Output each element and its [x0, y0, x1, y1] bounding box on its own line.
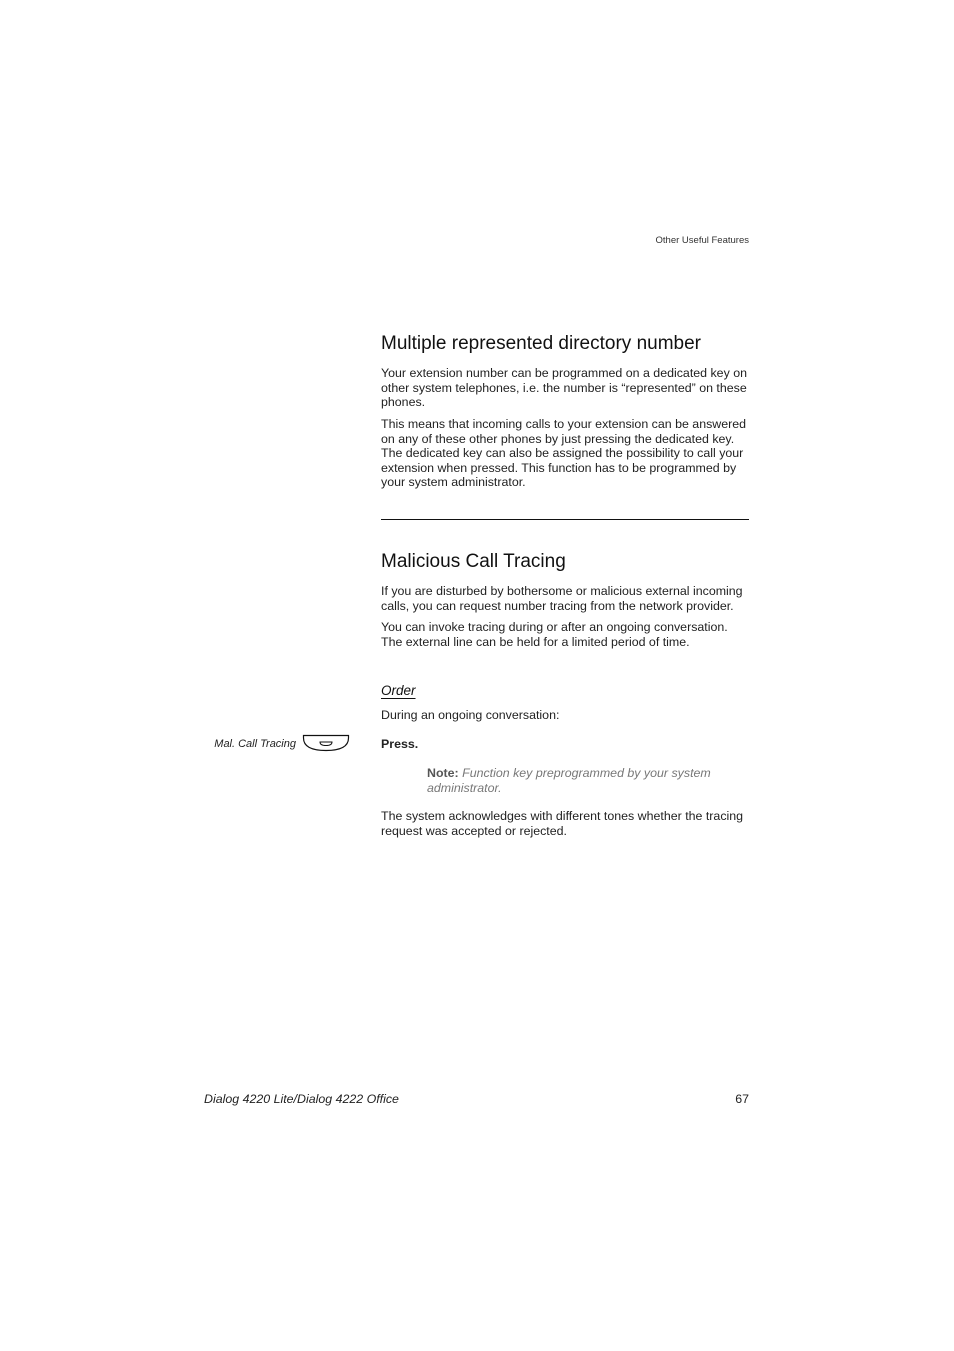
section-title-represented-number: Multiple represented directory number	[381, 333, 701, 354]
paragraph: If you are disturbed by bothersome or malicious external incoming calls, you can request number tracing from the network provider.	[381, 584, 743, 613]
paragraph: Your extension number can be programmed on a dedicated key on other system telephones, i.e. the number is “represented” on these phones.	[381, 366, 747, 409]
note-text: Function key preprogrammed by your system administrator.	[427, 766, 711, 795]
subheading-order: Order	[381, 683, 416, 698]
function-key-label: Mal. Call Tracing	[214, 738, 296, 750]
running-header: Other Useful Features	[655, 235, 749, 246]
press-instruction: Press.	[381, 737, 419, 751]
footer-product: Dialog 4220 Lite/Dialog 4222 Office	[204, 1092, 399, 1106]
paragraph: You can invoke tracing during or after an ongoing conversation. The external line can be held for a limited period of time.	[381, 620, 728, 649]
paragraph: This means that incoming calls to your extension can be answered on any of these other phones by just pressing the dedicated key. The dedicated key can also be assigned the possibility to call your extension when pressed. This function has to be programmed by your system administrator.	[381, 417, 747, 489]
order-intro: During an ongoing conversation:	[381, 708, 560, 722]
note-label: Note:	[427, 766, 459, 780]
section-title-malicious-call-tracing: Malicious Call Tracing	[381, 551, 566, 572]
note	[427, 766, 747, 795]
page-number: 67	[735, 1092, 749, 1106]
result-paragraph: The system acknowledges with different tones whether the tracing request was accepted or rejected.	[381, 809, 744, 838]
function-key-icon	[302, 734, 350, 752]
section-divider	[381, 519, 749, 520]
